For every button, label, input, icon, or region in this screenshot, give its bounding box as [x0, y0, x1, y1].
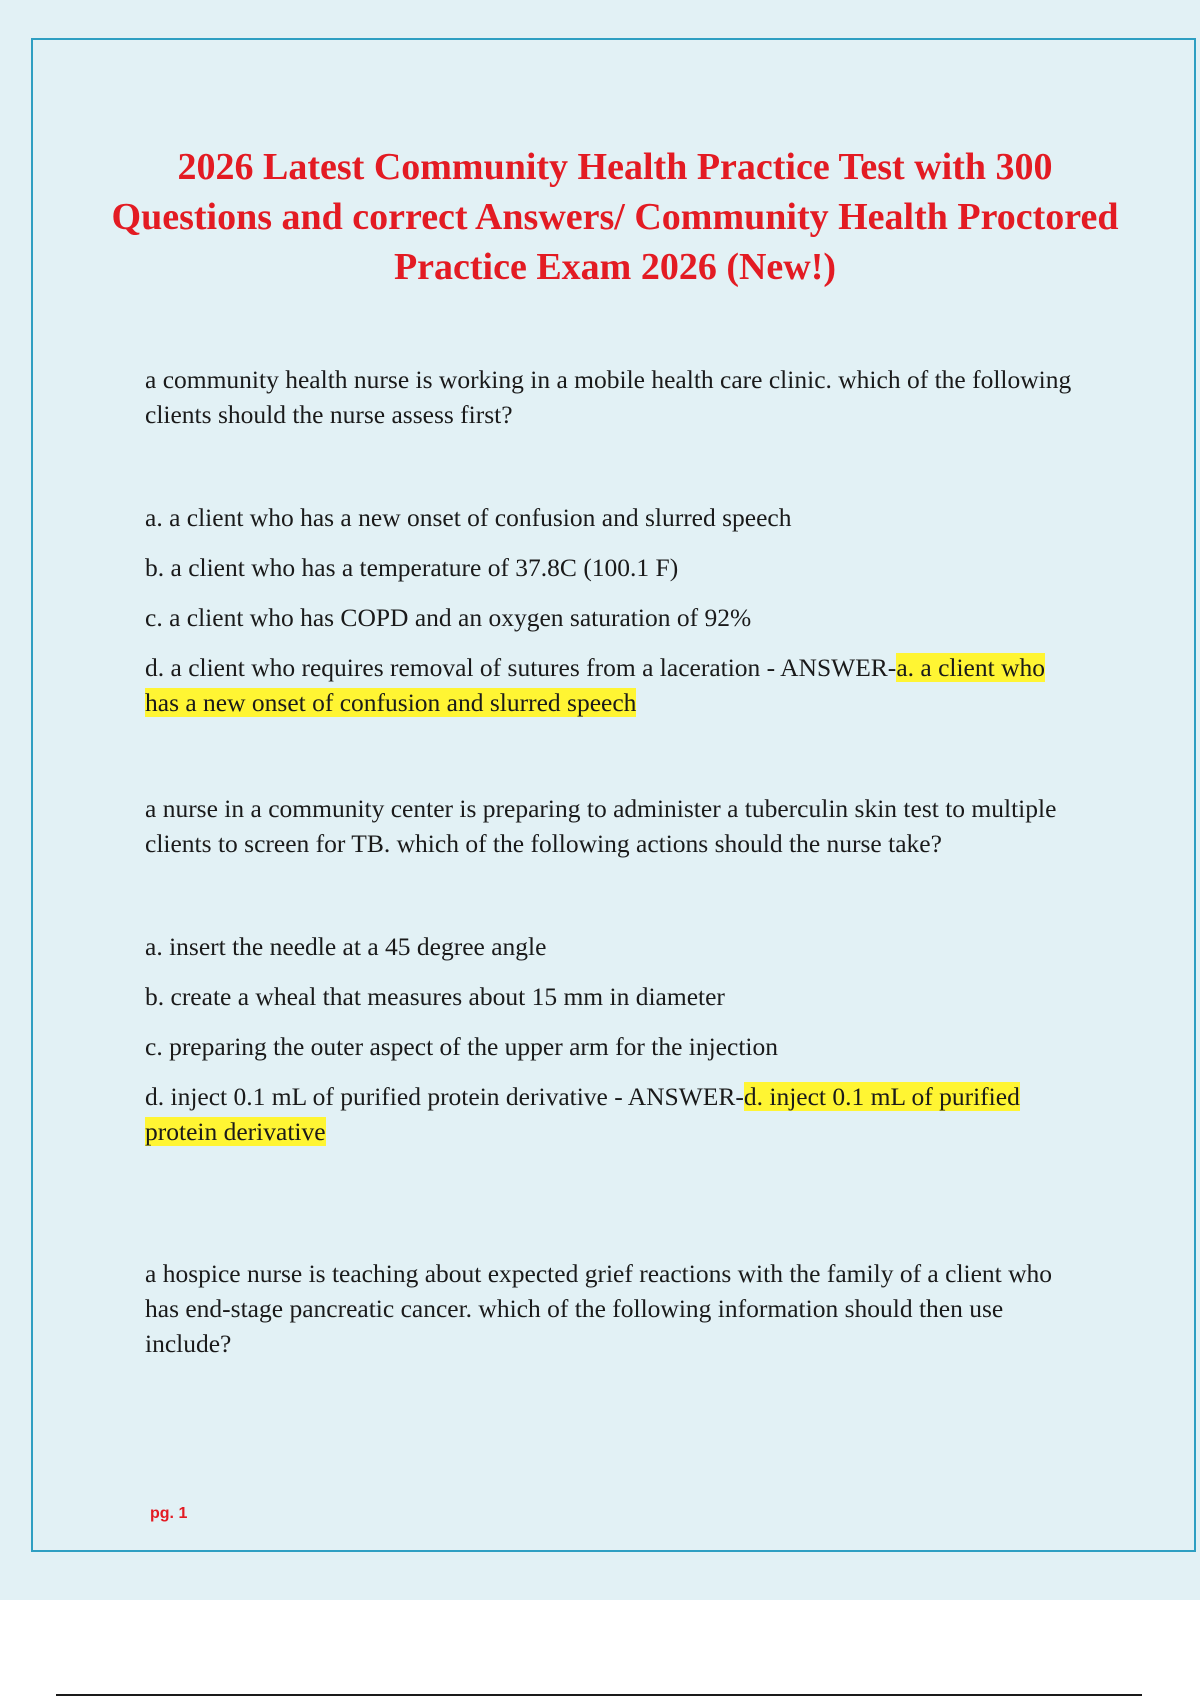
correct-answer-highlight: a. a client who has a new onset of confusion and slurred speech: [145, 653, 1046, 717]
question-stem: a hospice nurse is teaching about expected grief reactions with the family of a client who has end-stage pancreatic cancer. which of the following information should then use include?: [145, 1259, 1053, 1358]
document-title: 2026 Latest Community Health Practice Test with 300 Questions and correct Answers/ Community Health Proctored Practice Exam 2026 (New!): [111, 146, 1119, 288]
answer-option-d: [145, 1079, 1075, 1149]
question-block-2: [145, 791, 1075, 1149]
answer-option-a: a. insert the needle at a 45 degree angle: [145, 932, 547, 961]
answer-option-a: a. a client who has a new onset of confusion and slurred speech: [145, 503, 792, 532]
option-text: d. inject 0.1 mL of purified protein derivative - ANSWER-: [145, 1082, 744, 1111]
question-block-3: [145, 1256, 1075, 1361]
question-stem: a nurse in a community center is preparing to administer a tuberculin skin test to multiple clients to screen for TB. which of the following actions should the nurse take?: [145, 794, 1057, 858]
answer-option-d: [145, 650, 1075, 720]
correct-answer-highlight: d. inject 0.1 mL of purified protein derivative: [145, 1082, 1020, 1146]
question-block-1: [145, 362, 1075, 720]
answer-option-b: b. create a wheal that measures about 15 mm in diameter: [145, 982, 725, 1011]
option-text: d. a client who requires removal of sutures from a laceration - ANSWER-: [145, 653, 897, 682]
footer-divider: [56, 1694, 1142, 1696]
question-stem: a community health nurse is working in a mobile health care clinic. which of the following clients should the nurse assess first?: [145, 365, 1072, 429]
answer-option-c: c. preparing the outer aspect of the upper arm for the injection: [145, 1032, 778, 1061]
answer-option-b: b. a client who has a temperature of 37.8C (100.1 F): [145, 553, 679, 582]
answer-option-c: c. a client who has COPD and an oxygen saturation of 92%: [145, 603, 752, 632]
page-number: pg. 1: [150, 1505, 188, 1522]
